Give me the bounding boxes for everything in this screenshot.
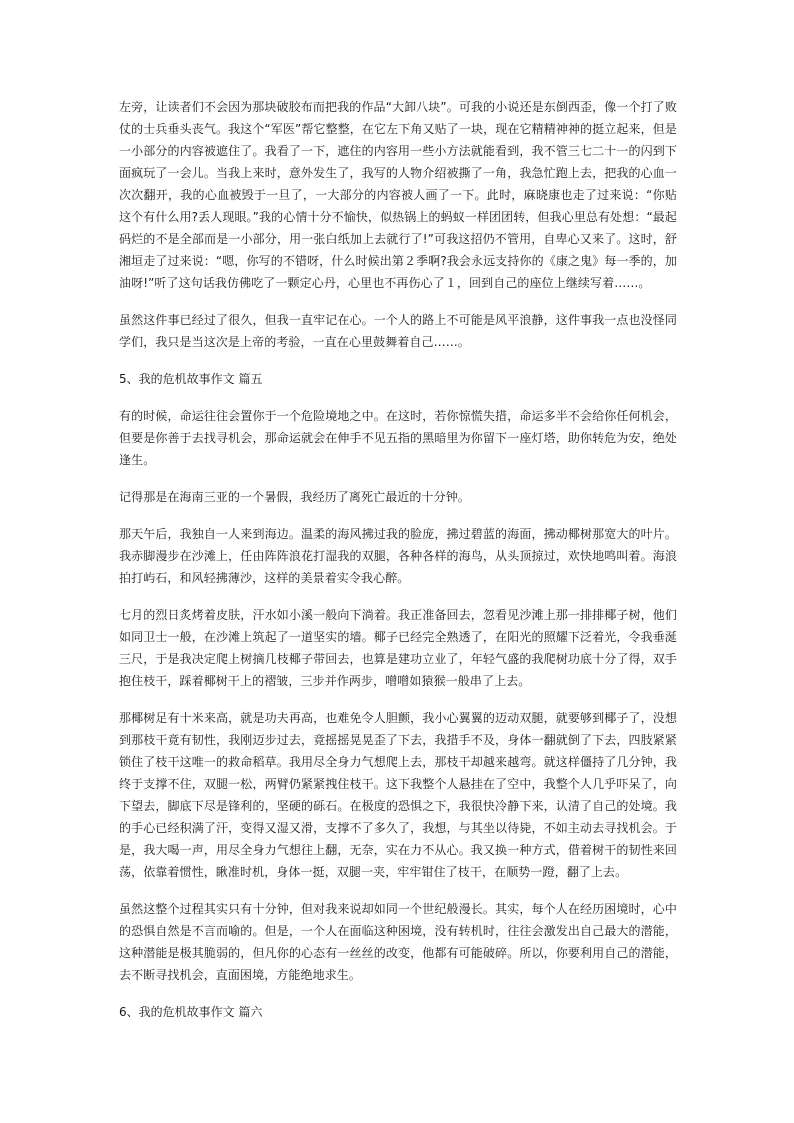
paragraph-6: 七月的烈日炙烤着皮肤，汗水如小溪一般向下淌着。我正准备回去，忽看见沙滩上那一排排椰子树，他们如同卫士一般，在沙滩上筑起了一道坚实的墙。椰子已经完全熟透了，在阳光的照耀下泛着光，令我垂涎三尺，于是我决定爬上树摘几枝椰子带回去，也算是建功立业了，年轻气盛的我爬树功底十分了得，双手抱住枝干，踩着椰树干上的褶皱，三步并作两步，噌噌如猿猴一般串了上去。	[119, 608, 677, 688]
paragraph-8: 虽然这整个过程其实只有十分钟，但对我来说却如同一个世纪般漫长。其实，每个人在经历困境时，心中的恐惧自然是不言而喻的。但是，一个人在面临这种困境，没有转机时，往往会激发出自己最大的潜能，这种潜能是极其脆弱的，但凡你的心态有一丝丝的改变，他都有可能破碎。所以，你要利用自己的潜能，去不断寻找机会，直面困境，方能绝地求生。	[119, 902, 677, 982]
paragraph-2: 虽然这件事已经过了很久，但我一直牢记在心。一个人的路上不可能是风平浪静，这件事我一点也没怪同学们，我只是当这次是上帝的考验，一直在心里鼓舞着自己……。	[119, 313, 677, 349]
section-heading-6: 6、我的危机故事作文 篇六	[119, 1005, 263, 1019]
paragraph-7: 那椰树足有十米来高，就是功夫再高，也难免令人胆颤，我小心翼翼的迈动双腿，就要够到椰子了，没想到那枝干竟有韧性，我刚迈步过去，竟摇摇晃晃歪了下去，我措手不及，身体一翻就倒了下去，四肢紧紧锁住了枝干这唯一的救命稻草。我用尽全身力气想爬上去，那枝干却越来越弯。就这样僵持了几分钟，我终于支撑不住，双腿一松，两臂仍紧紧拽住枝干。这下我整个人悬挂在了空中，我整个人几乎吓呆了，向下望去，脚底下尽是锋利的，坚硬的砾石。在极度的恐惧之下，我很快冷静下来，认清了自己的处境。我的手心已经积满了汗，变得又湿又滑，支撑不了多久了，我想，与其坐以待毙，不如主动去寻找机会。于是，我大喝一声，用尽全身力气想往上翻，无奈，实在力不从心。我又换一种方式，借着树干的韧性来回荡，依靠着惯性，瞅准时机，身体一挺，双腿一夹，牢牢钳住了枝干，在顺势一蹬，翻了上去。	[119, 711, 677, 879]
paragraph-5: 那天午后，我独自一人来到海边。温柔的海风拂过我的脸庞，拂过碧蓝的海面，拂动椰树那宽大的叶片。我赤脚漫步在沙滩上，任由阵阵浪花打湿我的双腿，各种各样的海鸟，从头顶掠过，欢快地鸣叫着。海浪拍打屿石，和风轻拂薄沙，这样的美景着实令我心醉。	[119, 527, 677, 585]
paragraph-4: 记得那是在海南三亚的一个暑假，我经历了离死亡最近的十分钟。	[119, 490, 470, 504]
paragraph-3: 有的时候，命运往往会置你于一个危险境地之中。在这时，若你惊慌失措，命运多半不会给你任何机会，但要是你善于去找寻机会，那命运就会在伸手不见五指的黑暗里为你留下一座灯塔，助你转危为安，绝处逢生。	[119, 409, 677, 467]
paragraph-1: 左旁，让读者们不会因为那块破胶布而把我的作品“大卸八块”。可我的小说还是东倒西歪，像一个打了败仗的士兵垂头丧气。我这个“军医”帮它整整，在它左下角又贴了一块，现在它精精神神的挺立起来，但是一小部分的内容被遮住了。我看了一下，遮住的内容用一些小方法就能看到，我不管三七二十一的闪到下面疯玩了一会儿。当我上来时，意外发生了，我写的人物介绍被撕了一角，我急忙跑上去，把我的心血一次次翻开，我的心血被毁于一旦了，一大部分的内容被人画了一下。此时，麻晓康也走了过来说：“你贴这个有什么用?丢人现眼。”我的心情十分不愉快，似热锅上的蚂蚁一样团团转，但我心里总有处想：“最起码烂的不是全部而是一小部分，用一张白纸加上去就行了!”可我这招仍不管用，自卑心又来了。这时，舒湘垣走了过来说：“嗯，你写的不错呀，什么时候出第２季啊?我会永远支持你的《康之鬼》每一季的，加油呀!”听了这句话我仿佛吃了一颗定心丹，心里也不再伤心了１，回到自己的座位上继续写着……。	[119, 100, 677, 290]
document-page	[119, 96, 677, 1038]
section-heading-5: 5、我的危机故事作文 篇五	[119, 372, 263, 386]
